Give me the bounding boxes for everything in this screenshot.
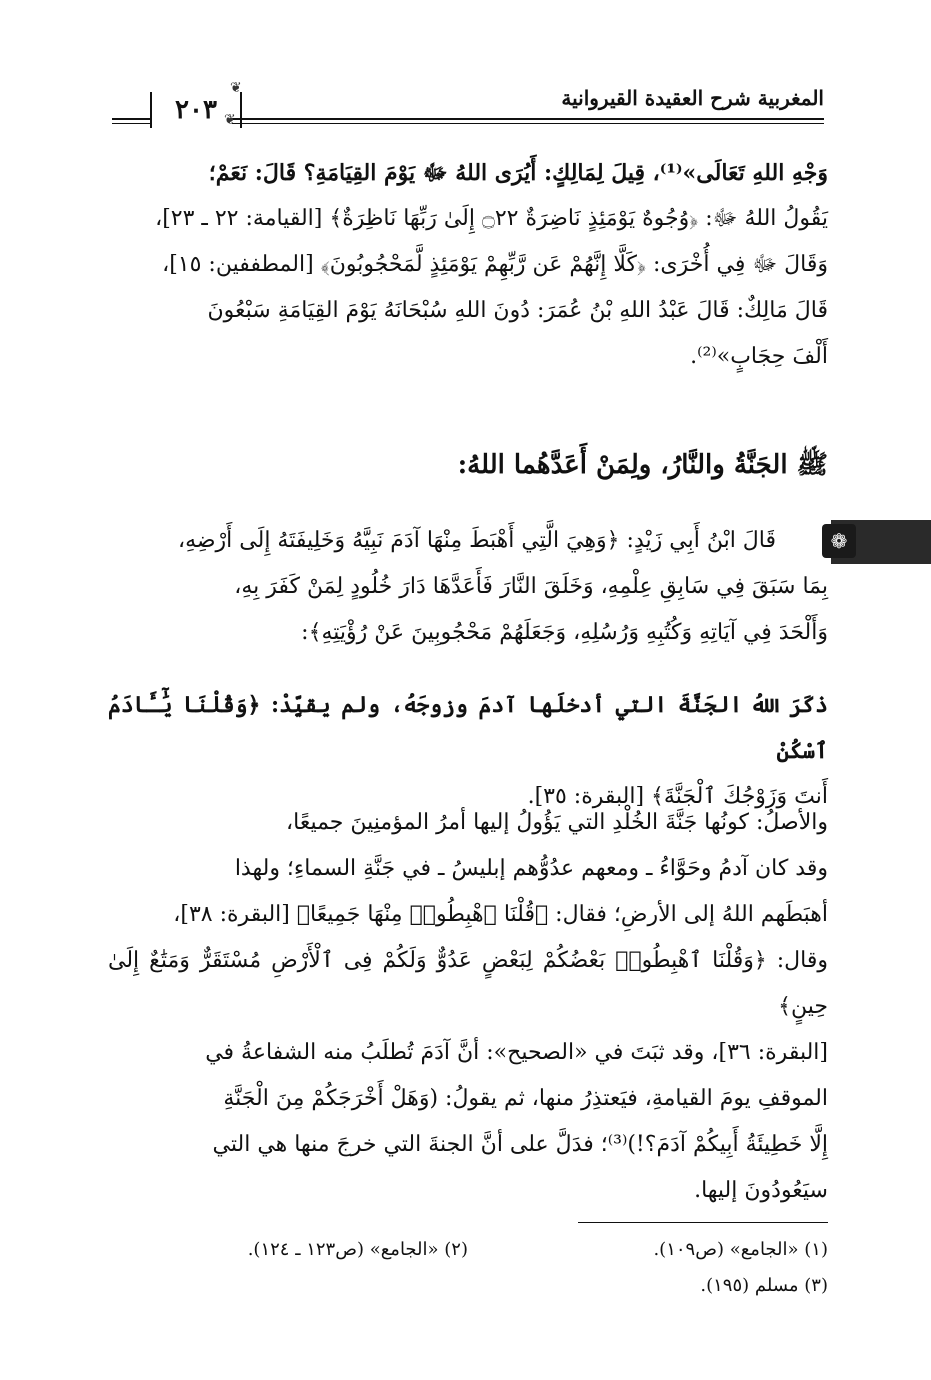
header-rule bbox=[232, 123, 824, 124]
text-line: والأصلُ: كونُها جَنَّةَ الخُلْدِ التي يَؤُولُ إليها أمرُ المؤمنِينَ جميعًا، bbox=[286, 810, 828, 835]
running-title: المغربية شرح العقيدة القيروانية bbox=[561, 86, 824, 110]
text-line: وَأَلْحَدَ فِي آيَاتِهِ وَكُتُبِهِ وَرُسُلِهِ، وَجَعَلَهُمْ مَحْجُوبِينَ عَنْ رُؤْيَتِهِ﴾: bbox=[301, 620, 828, 645]
page-number: ٢٠٣ bbox=[150, 92, 242, 128]
text-line: الموقفِ يومَ القيامةِ، فيَعتذِرُ منها، ثم يقولُ: (وَهَلْ أَخْرَجَكُمْ مِنَ الْجَنَّةِ bbox=[223, 1086, 828, 1111]
ornament-icon: ❦ bbox=[224, 112, 236, 128]
text-line: وَقَالَ ﷻ فِي أُخْرَى: ﴿كَلَّا إِنَّهُمْ عَن رَّبِّهِمْ يَوْمَئِذٍ لَّمَحْجُوبُونَ﴾ [المطففين: ١٥]، bbox=[162, 252, 828, 277]
matn-text bbox=[108, 518, 828, 656]
header-rule bbox=[232, 118, 824, 120]
text-line: أهبَطَهم اللهُ إلى الأرضِ؛ فقال: ﴿قُلْنَا ٱهْبِطُوا۟ مِنْهَا جَمِيعًا﴾ [البقرة: ٣٨]، bbox=[173, 902, 828, 927]
footnotes bbox=[108, 1232, 828, 1304]
text-line: قَالَ مَالِكٌ: قَالَ عَبْدُ اللهِ بْنُ عُمَرَ: دُونَ اللهِ سُبْحَانَهُ يَوْمَ القِيَامَةِ سَبْعُونَ bbox=[207, 298, 828, 323]
paragraph-1 bbox=[108, 150, 828, 380]
flower-ornament-icon: ❁ bbox=[822, 524, 856, 558]
text-line: بِمَا سَبَقَ فِي سَابِقِ عِلْمِهِ، وَخَلَقَ النَّارَ فَأَعَدَّهَا دَارَ خُلُودٍ لِمَنْ كَفَرَ بِهِ، bbox=[234, 574, 828, 599]
header-rule bbox=[112, 118, 152, 120]
text-line: أَنتَ وَزَوْجُكَ ٱلْجَنَّةَ﴾ [البقرة: ٣٥]. bbox=[527, 784, 828, 809]
text-line: سيَعُودُونَ إليها. bbox=[694, 1178, 828, 1203]
text-line: ذكَرَ اللهُ الجَنَّةَ التي أدخلَها آدمَ وزوجَهُ، ولم يقيِّدْ: ﴿وَقُلْنَا يَٰٓـَٔادَمُ ٱسْكُنْ bbox=[108, 692, 828, 764]
footnote-divider bbox=[578, 1222, 828, 1223]
footnote: (١) «الجامع» (ص١٠٩). bbox=[653, 1239, 828, 1260]
text-line: وَجْهِ اللهِ تَعَالَى»⁽¹⁾، قِيلَ لِمَالِكٍ: أَيُرَى اللهُ ﷻ يَوْمَ القِيَامَةِ؟ قَالَ: نَعَمْ؛ bbox=[208, 160, 828, 186]
text-line: وقد كان آدمُ وحَوَّاءُ ـ ومعهم عدُوُّهم إبليسُ ـ في جَنَّةِ السماءِ؛ ولهذا bbox=[234, 856, 828, 881]
page-header bbox=[112, 78, 824, 134]
text-line: [البقرة: ٣٦]، وقد ثبَتَ في «الصحيح»: أنَّ آدَمَ تُطلَبُ منه الشفاعةُ في bbox=[205, 1040, 828, 1065]
text-line: قَالَ ابْنُ أَبِي زَيْدٍ: ﴿وَهِيَ الَّتِي أَهْبَطَ مِنْهَا آدَمَ نَبِيَّهُ وَخَلِيفَتَهُ إِلَى أَرْضِهِ، bbox=[177, 528, 776, 553]
paragraph-3 bbox=[108, 800, 828, 1214]
header-rule bbox=[112, 123, 152, 124]
text-line: وقال: ﴿وَقُلْنَا ٱهْبِطُوا۟ بَعْضُكُمْ لِبَعْضٍ عَدُوٌّ وَلَكُمْ فِى ٱلْأَرْضِ مُسْتَقَرٌّ وَمَتَٰعٌ إِلَىٰ حِينٍ﴾ bbox=[108, 948, 828, 1019]
footnote: (٢) «الجامع» (ص١٢٣ ـ ١٢٤). bbox=[247, 1239, 468, 1260]
text-line: يَقُولُ اللهُ ﷻ: ﴿وُجُوهٌ يَوْمَئِذٍ نَاضِرَةٌ ۝٢٢ إِلَىٰ رَبِّهَا نَاظِرَةٌ﴾ [القيامة: ٢٢ ـ ٢٣]، bbox=[155, 206, 828, 231]
text-line: أَلْفَ حِجَابٍ»⁽²⁾. bbox=[690, 344, 828, 369]
footnote: (٣) مسلم (١٩٥). bbox=[700, 1275, 828, 1296]
section-heading: ﷺ الجَنَّةُ والنَّارُ، ولِمَنْ أَعَدَّهُما اللهُ: bbox=[457, 450, 828, 480]
ornament-icon: ❦ bbox=[230, 80, 242, 96]
text-line: إِلَّا خَطِيئَةُ أَبِيكُمْ آدَمَ؟!)⁽³⁾؛ فدَلَّ على أنَّ الجنةَ التي خرجَ منها هي التي bbox=[212, 1132, 828, 1157]
